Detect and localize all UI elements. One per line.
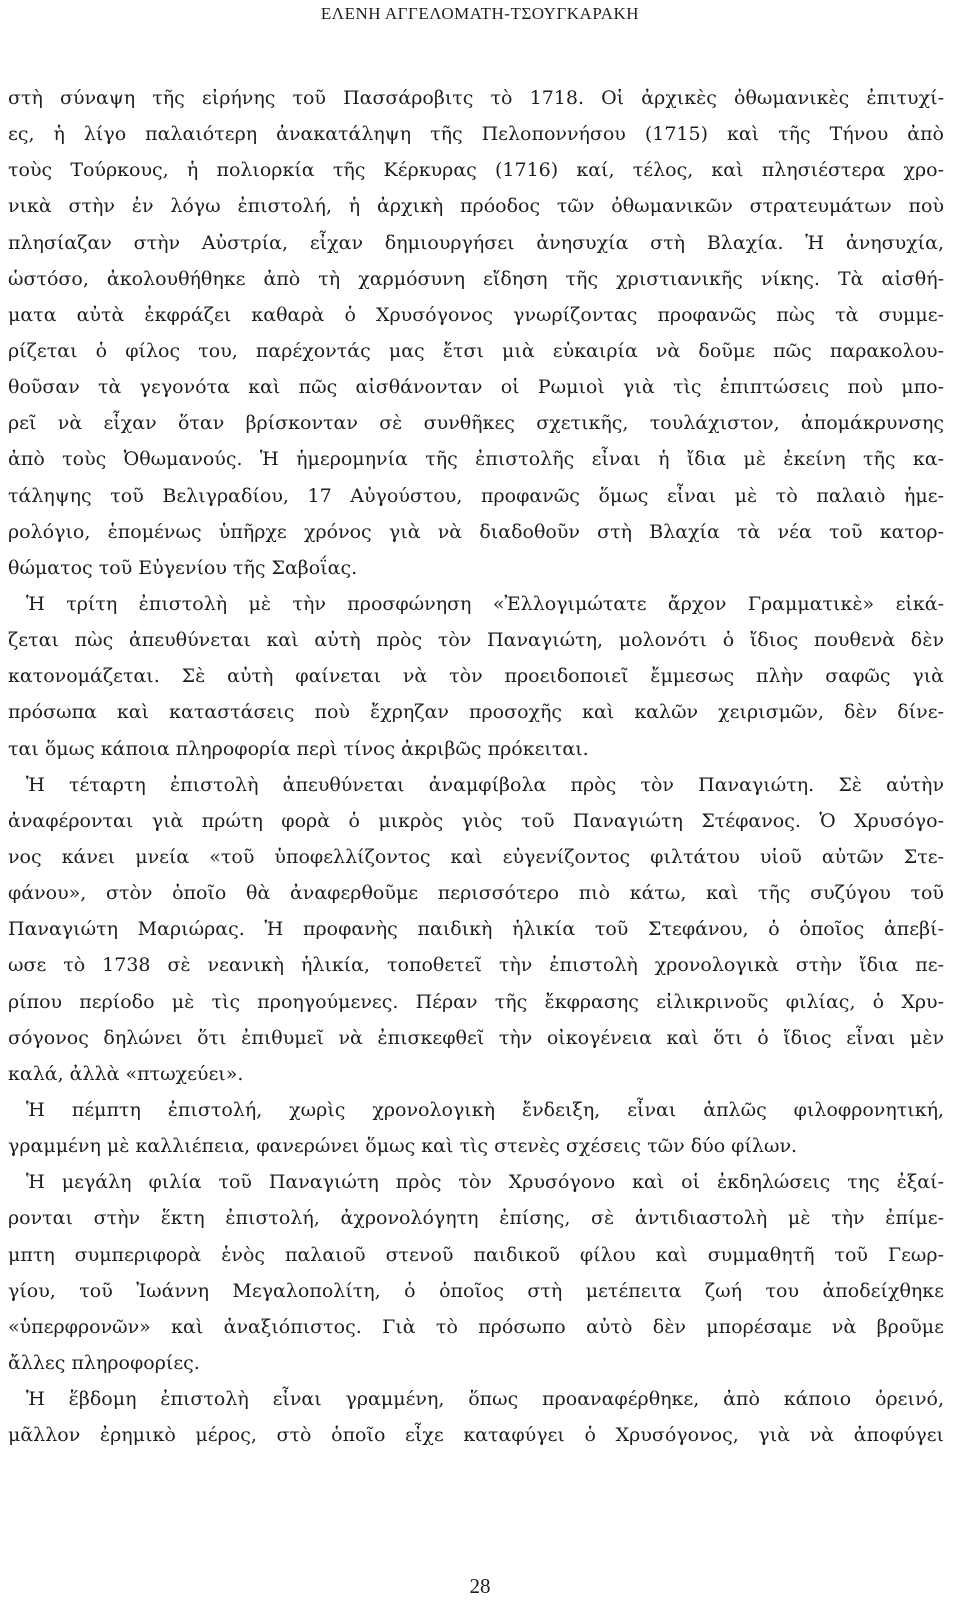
text-line: ἀπὸ τοὺς Ὀθωμανούς. Ἡ ἡμερομηνία τῆς ἐπιστολῆς εἶναι ἡ ἴδια μὲ ἐκείνη τῆς κα- bbox=[8, 448, 944, 471]
text-line: στὴ σύναψη τῆς εἰρήνης τοῦ Πασσάροβιτς τὸ 1718. Οἱ ἀρχικὲς ὀθωμανικὲς ἐπιτυχί- bbox=[8, 87, 944, 109]
text-line: ἀναφέρονται γιὰ πρώτη φορὰ ὁ μικρὸς γιὸς τοῦ Παναγιώτη Στέφανος. Ὁ Χρυσόγο- bbox=[8, 809, 944, 832]
text-line: θοῦσαν τὰ γεγονότα καὶ πῶς αἰσθάνονταν οἱ Ρωμιοὶ γιὰ τὶς ἐπιπτώσεις ποὺ μπο- bbox=[8, 376, 944, 399]
text-line: ρίζεται ὁ φίλος του, παρέχοντάς μας ἔτσι μιὰ εὐκαιρία νὰ δοῦμε πῶς παρακολου- bbox=[8, 339, 944, 362]
text-line: μᾶλλον ἐρημικὸ μέρος, στὸ ὁποῖο εἶχε καταφύγει ὁ Χρυσόγονος, γιὰ νὰ ἀποφύγει bbox=[8, 1424, 944, 1447]
text-line: ται ὅμως κάποια πληροφορία περὶ τίνος ἀκριβῶς πρόκειται. bbox=[8, 737, 589, 760]
running-head: ΕΛΕΝΗ ΑΓΓΕΛΟΜΑΤΗ-ΤΣΟΥΓΚΑΡΑΚΗ bbox=[320, 4, 640, 23]
text-line: τάληψης τοῦ Βελιγραδίου, 17 Αὐγούστου, προφανῶς ὅμως εἶναι μὲ τὸ παλαιὸ ἡμε- bbox=[8, 484, 944, 507]
text-line: πρόσωπα καὶ καταστάσεις ποὺ ἔχρηζαν προσοχῆς καὶ καλῶν χειρισμῶν, δὲν δίνε- bbox=[8, 701, 944, 724]
text-line: Ἡ τρίτη ἐπιστολὴ μὲ τὴν προσφώνηση «Ἐλλογιμώτατε ἄρχον Γραμματικὲ» εἰκά- bbox=[26, 592, 944, 615]
text-line: θώματος τοῦ Εὐγενίου τῆς Σαβοΐας. bbox=[8, 556, 358, 579]
text-line: Ἡ μεγάλη φιλία τοῦ Παναγιώτη πρὸς τὸν Χρυσόγονο καὶ οἱ ἐκδηλώσεις της ἐξαί- bbox=[26, 1171, 944, 1194]
text-line: ζεται πὼς ἀπευθύνεται καὶ αὐτὴ πρὸς τὸν Παναγιώτη, μολονότι ὁ ἴδιος πουθενὰ δὲν bbox=[8, 629, 944, 652]
text-line: ωσε τὸ 1738 σὲ νεανικὴ ἡλικία, τοποθετεῖ τὴν ἐπιστολὴ χρονολογικὰ στὴν ἴδια πε- bbox=[8, 954, 944, 977]
page-number: 28 bbox=[469, 1574, 491, 1598]
text-line: Ἡ πέμπτη ἐπιστολή, χωρὶς χρονολογικὴ ἔνδειξη, εἶναι ἁπλῶς φιλοφρονητική, bbox=[26, 1098, 944, 1121]
text-line: «ὑπερφρονῶν» καὶ ἀναξιόπιστος. Γιὰ τὸ πρόσωπο αὐτὸ δὲν μπορέσαμε νὰ βροῦμε bbox=[8, 1315, 944, 1338]
text-line: φάνου», στὸν ὁποῖο θὰ ἀναφερθοῦμε περισσότερο πιὸ κάτω, καὶ τῆς συζύγου τοῦ bbox=[8, 882, 944, 905]
text-line: Ἡ ἕβδομη ἐπιστολὴ εἶναι γραμμένη, ὅπως προαναφέρθηκε, ἀπὸ κάποιο ὀρεινό, bbox=[26, 1388, 944, 1411]
text-line: ρίπου περίοδο μὲ τὶς προηγούμενες. Πέραν τῆς ἔκφρασης εἰλικρινοῦς φιλίας, ὁ Χρυ- bbox=[8, 990, 944, 1013]
text-line: πλησίαζαν στὴν Αὐστρία, εἶχαν δημιουργήσει ἀνησυχία στὴ Βλαχία. Ἡ ἀνησυχία, bbox=[8, 231, 944, 254]
text-line: γραμμένη μὲ καλλιέπεια, φανερώνει ὅμως καὶ τὶς στενὲς σχέσεις τῶν δύο φίλων. bbox=[8, 1135, 798, 1158]
text-line: σόγονος δηλώνει ὅτι ἐπιθυμεῖ νὰ ἐπισκεφθεῖ τὴν οἰκογένεια καὶ ὅτι ὁ ἴδιος εἶναι μὲν bbox=[8, 1026, 944, 1049]
text-line: γίου, τοῦ Ἰωάννη Μεγαλοπολίτη, ὁ ὁποῖος στὴ μετέπειτα ζωή του ἀποδείχθηκε bbox=[8, 1279, 944, 1302]
text-line: ὡστόσο, ἀκολουθήθηκε ἀπὸ τὴ χαρμόσυνη εἴδηση τῆς χριστιανικῆς νίκης. Τὰ αἰσθή- bbox=[8, 267, 944, 290]
text-line: καλά, ἀλλὰ «πτωχεύει». bbox=[8, 1062, 244, 1085]
text-line: ματα αὐτὰ ἐκφράζει καθαρὰ ὁ Χρυσόγονος γνωρίζοντας προφανῶς πὼς τὰ συμμε- bbox=[8, 303, 944, 326]
text-line: μπτη συμπεριφορὰ ἑνὸς παλαιοῦ στενοῦ παιδικοῦ φίλου καὶ συμμαθητῆ τοῦ Γεωρ- bbox=[8, 1243, 944, 1266]
text-line: ες, ἡ λίγο παλαιότερη ἀνακατάληψη τῆς Πελοποννήσου (1715) καὶ τῆς Τήνου ἀπὸ bbox=[8, 123, 944, 146]
text-line: Ἡ τέταρτη ἐπιστολὴ ἀπευθύνεται ἀναμφίβολα πρὸς τὸν Παναγιώτη. Σὲ αὐτὴν bbox=[26, 773, 944, 796]
text-line: τοὺς Τούρκους, ἡ πολιορκία τῆς Κέρκυρας (1716) καί, τέλος, καὶ πλησιέστερα χρο- bbox=[8, 159, 944, 182]
text-line: νος κάνει μνεία «τοῦ ὑποφελλίζοντος καὶ εὐγενίζοντος φιλτάτου υἱοῦ αὐτῶν Στε- bbox=[8, 845, 944, 868]
text-line: νικὰ στὴν ἐν λόγω ἐπιστολή, ἡ ἀρχικὴ πρόοδος τῶν ὀθωμανικῶν στρατευμάτων ποὺ bbox=[8, 195, 944, 218]
text-line: ἄλλες πληροφορίες. bbox=[8, 1351, 200, 1374]
text-line: ρεῖ νὰ εἶχαν ὅταν βρίσκονταν σὲ συνθῆκες σχετικῆς, τουλάχιστον, ἀπομάκρυνσης bbox=[8, 412, 944, 435]
text-line: κατονομάζεται. Σὲ αὐτὴ φαίνεται νὰ τὸν προειδοποιεῖ ἔμμεσως πλὴν σαφῶς γιὰ bbox=[8, 665, 944, 688]
text-line: ρονται στὴν ἕκτη ἐπιστολή, ἀχρονολόγητη ἐπίσης, σὲ ἀντιδιαστολὴ μὲ τὴν ἐπίμε- bbox=[8, 1207, 944, 1230]
text-line: ρολόγιο, ἑπομένως ὑπῆρχε χρόνος γιὰ νὰ διαδοθοῦν στὴ Βλαχία τὰ νέα τοῦ κατορ- bbox=[8, 520, 944, 543]
body-text bbox=[8, 80, 944, 1453]
text-line: Παναγιώτη Μαριώρας. Ἡ προφανὴς παιδικὴ ἡλικία τοῦ Στεφάνου, ὁ ὁποῖος ἀπεβί- bbox=[8, 918, 944, 941]
